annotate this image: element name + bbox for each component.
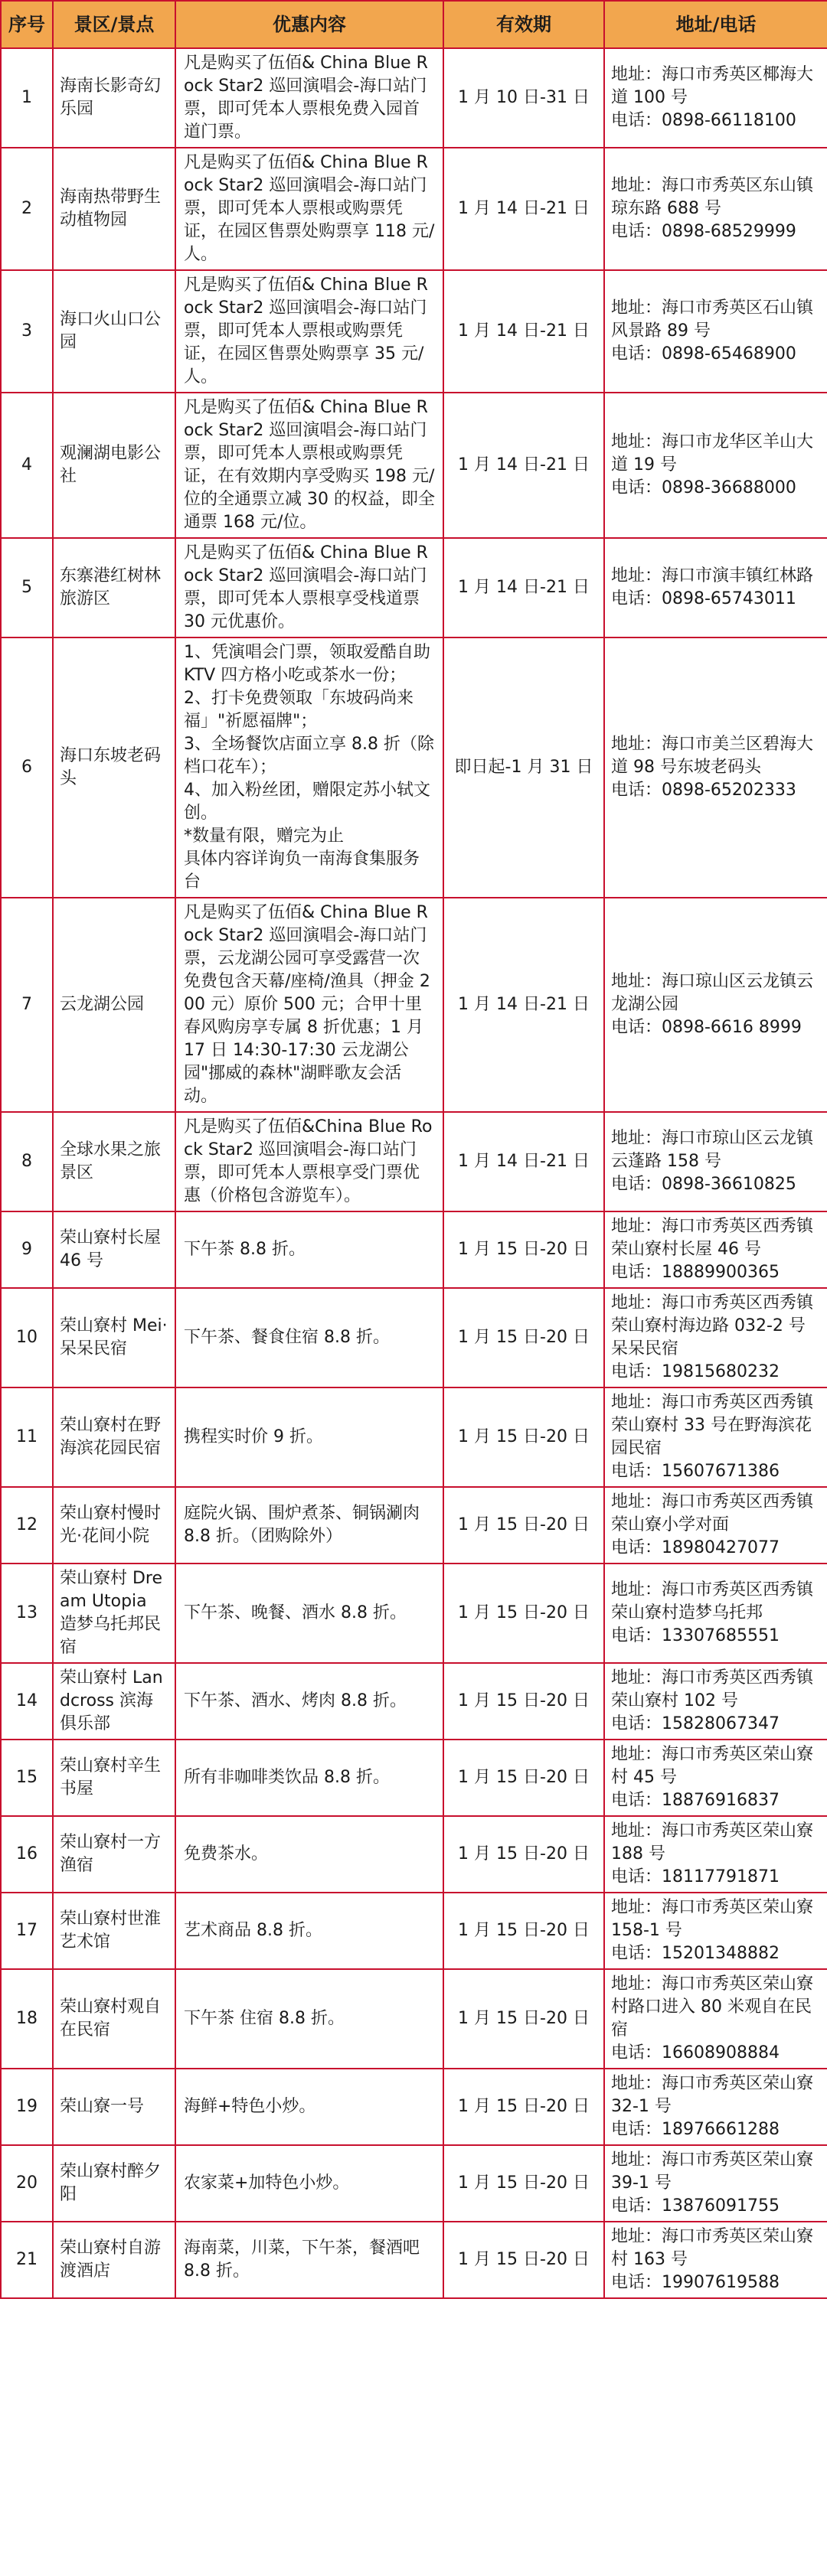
- validity-period: 1 月 14 日-21 日: [443, 538, 604, 637]
- phone-text: 电话：13876091755: [611, 2196, 780, 2216]
- address-text: 地址：海口市演丰镇红林路: [611, 566, 814, 585]
- spot-name: 荣山寮村 Dream Utopia 造梦乌托邦民宿: [53, 1564, 175, 1663]
- phone-text: 电话：0898-65468900: [611, 344, 796, 364]
- validity-period: 1 月 15 日-20 日: [443, 1969, 604, 2069]
- address-phone-cell: [604, 1288, 827, 1387]
- address-text: 地址：海口市秀英区西秀镇荣山寮小学对面: [611, 1492, 814, 1534]
- address-text: 地址：海口市秀英区西秀镇荣山寮村 33 号在野海滨花园民宿: [611, 1393, 814, 1458]
- row-number: 5: [1, 538, 53, 637]
- offer-content: 所有非咖啡类饮品 8.8 折。: [175, 1740, 443, 1816]
- address-text: 地址：海口市秀英区荣山寮 32-1 号: [611, 2074, 814, 2116]
- spot-name: 海口火山口公园: [53, 270, 175, 393]
- spot-name: 东寨港红树林旅游区: [53, 538, 175, 637]
- address-phone-cell: [604, 538, 827, 637]
- row-number: 2: [1, 148, 53, 270]
- address-phone-cell: [604, 898, 827, 1112]
- table-row: [1, 1663, 827, 1740]
- phone-text: 电话：18889900365: [611, 1263, 780, 1282]
- address-text: 地址：海口市秀英区荣山寮村 163 号: [611, 2227, 814, 2269]
- validity-period: 即日起-1 月 31 日: [443, 637, 604, 898]
- row-number: 7: [1, 898, 53, 1112]
- spot-name: 荣山寮村在野海滨花园民宿: [53, 1387, 175, 1487]
- spot-name: 荣山寮村观自在民宿: [53, 1969, 175, 2069]
- address-phone-cell: [604, 1816, 827, 1893]
- row-number: 4: [1, 393, 53, 538]
- offer-content: 1、凭演唱会门票，领取爱酷自助 KTV 四方格小吃或茶水一份； 2、打卡免费领取「东坡码尚来福」"祈愿福牌"； 3、全场餐饮店面立享 8.8 折（除档口花车）； 4、加入粉丝团，赠限定苏小轼文创。 *数量有限，赠完为止 具体内容详询负一南海食集服务台: [175, 637, 443, 898]
- header-offer: 优惠内容: [175, 1, 443, 48]
- table-row: [1, 1112, 827, 1211]
- table-row: [1, 1564, 827, 1663]
- phone-text: 电话：0898-36688000: [611, 478, 796, 497]
- spot-name: 云龙湖公园: [53, 898, 175, 1112]
- validity-period: 1 月 15 日-20 日: [443, 1893, 604, 1969]
- spot-name: 荣山寮村醉夕阳: [53, 2145, 175, 2222]
- address-text: 地址：海口市秀英区石山镇风景路 89 号: [611, 298, 814, 341]
- spot-name: 荣山寮村慢时光·花间小院: [53, 1487, 175, 1564]
- row-number: 8: [1, 1112, 53, 1211]
- spot-name: 荣山寮村一方渔宿: [53, 1816, 175, 1893]
- phone-text: 电话：19815680232: [611, 1362, 780, 1381]
- table-row: [1, 148, 827, 270]
- address-phone-cell: [604, 2069, 827, 2145]
- validity-period: 1 月 14 日-21 日: [443, 898, 604, 1112]
- address-phone-cell: [604, 1112, 827, 1211]
- phone-text: 电话：0898-65202333: [611, 781, 796, 800]
- header-validity: 有效期: [443, 1, 604, 48]
- spot-name: 海南长影奇幻乐园: [53, 48, 175, 148]
- offer-content: 下午茶、酒水、烤肉 8.8 折。: [175, 1663, 443, 1740]
- table-row: [1, 1740, 827, 1816]
- phone-text: 电话：19907619588: [611, 2273, 780, 2292]
- offer-content: 凡是购买了伍佰&China Blue Rock Star2 巡回演唱会-海口站门票，即可凭本人票根享受门票优惠（价格包含游览车）。: [175, 1112, 443, 1211]
- header-address-phone: 地址/电话: [604, 1, 827, 48]
- table-row: [1, 2069, 827, 2145]
- spot-name: 荣山寮村长屋 46 号: [53, 1211, 175, 1288]
- row-number: 20: [1, 2145, 53, 2222]
- validity-period: 1 月 10 日-31 日: [443, 48, 604, 148]
- table-row: [1, 637, 827, 898]
- row-number: 13: [1, 1564, 53, 1663]
- address-phone-cell: [604, 1564, 827, 1663]
- spot-name: 荣山寮村世淮艺术馆: [53, 1893, 175, 1969]
- row-number: 3: [1, 270, 53, 393]
- address-text: 地址：海口市秀英区椰海大道 100 号: [611, 65, 814, 107]
- phone-text: 电话：18976661288: [611, 2120, 780, 2139]
- phone-text: 电话：18117791871: [611, 1867, 780, 1886]
- table-row: [1, 1893, 827, 1969]
- table-row: [1, 1969, 827, 2069]
- address-phone-cell: [604, 1211, 827, 1288]
- phone-text: 电话：0898-65743011: [611, 589, 796, 608]
- spot-name: 荣山寮村自游渡酒店: [53, 2222, 175, 2298]
- table-row: [1, 1487, 827, 1564]
- spot-name: 观澜湖电影公社: [53, 393, 175, 538]
- offer-content: 海鲜+特色小炒。: [175, 2069, 443, 2145]
- table-row: [1, 1816, 827, 1893]
- phone-text: 电话：0898-6616 8999: [611, 1018, 802, 1037]
- phone-text: 电话：13307685551: [611, 1626, 780, 1645]
- address-phone-cell: [604, 1387, 827, 1487]
- spot-name: 海南热带野生动植物园: [53, 148, 175, 270]
- table-row: [1, 1211, 827, 1288]
- validity-period: 1 月 15 日-20 日: [443, 1663, 604, 1740]
- offer-content: 艺术商品 8.8 折。: [175, 1893, 443, 1969]
- offer-content: 携程实时价 9 折。: [175, 1387, 443, 1487]
- address-text: 地址：海口市秀英区荣山寮 188 号: [611, 1821, 814, 1864]
- row-number: 18: [1, 1969, 53, 2069]
- address-text: 地址：海口市龙华区羊山大道 19 号: [611, 432, 814, 474]
- validity-period: 1 月 15 日-20 日: [443, 1740, 604, 1816]
- address-phone-cell: [604, 1740, 827, 1816]
- offer-content: 海南菜，川菜，下午茶，餐酒吧 8.8 折。: [175, 2222, 443, 2298]
- spot-name: 荣山寮村辛生书屋: [53, 1740, 175, 1816]
- address-text: 地址：海口市琼山区云龙镇云蓬路 158 号: [611, 1129, 814, 1171]
- address-text: 地址：海口市秀英区荣山寮村路口进入 80 米观自在民宿: [611, 1974, 814, 2040]
- row-number: 19: [1, 2069, 53, 2145]
- address-text: 地址：海口市秀英区西秀镇荣山寮村 102 号: [611, 1668, 814, 1710]
- table-body: [1, 48, 827, 2298]
- phone-text: 电话：15607671386: [611, 1462, 780, 1481]
- row-number: 1: [1, 48, 53, 148]
- header-spot: 景区/景点: [53, 1, 175, 48]
- phone-text: 电话：16608908884: [611, 2043, 780, 2062]
- offer-content: 凡是购买了伍佰& China Blue Rock Star2 巡回演唱会-海口站门票，即可凭本人票根享受栈道票 30 元优惠价。: [175, 538, 443, 637]
- offer-content: 农家菜+加特色小炒。: [175, 2145, 443, 2222]
- address-text: 地址：海口市秀英区荣山寮 39-1 号: [611, 2150, 814, 2193]
- validity-period: 1 月 14 日-21 日: [443, 393, 604, 538]
- table-row: [1, 1387, 827, 1487]
- address-text: 地址：海口市秀英区荣山寮 158-1 号: [611, 1898, 814, 1940]
- offer-content: 下午茶 8.8 折。: [175, 1211, 443, 1288]
- spot-name: 荣山寮村 Landcross 滨海俱乐部: [53, 1663, 175, 1740]
- address-text: 地址：海口市秀英区荣山寮村 45 号: [611, 1745, 814, 1787]
- row-number: 12: [1, 1487, 53, 1564]
- phone-text: 电话：0898-66118100: [611, 111, 796, 130]
- validity-period: 1 月 15 日-20 日: [443, 1564, 604, 1663]
- row-number: 11: [1, 1387, 53, 1487]
- offer-content: 凡是购买了伍佰& China Blue Rock Star2 巡回演唱会-海口站门票，即可凭本人票根或购票凭证，在园区售票处购票享 118 元/人。: [175, 148, 443, 270]
- address-phone-cell: [604, 1969, 827, 2069]
- phone-text: 电话：18980427077: [611, 1538, 780, 1557]
- offer-content: 下午茶 住宿 8.8 折。: [175, 1969, 443, 2069]
- validity-period: 1 月 15 日-20 日: [443, 1487, 604, 1564]
- address-text: 地址：海口市秀英区西秀镇荣山寮村海边路 032-2 号呆呆民宿: [611, 1293, 814, 1358]
- offer-content: 凡是购买了伍佰& China Blue Rock Star2 巡回演唱会-海口站门票，即可凭本人票根免费入园首道门票。: [175, 48, 443, 148]
- offer-content: 凡是购买了伍佰& China Blue Rock Star2 巡回演唱会-海口站门票，云龙湖公园可享受露营一次免费包含天幕/座椅/渔具（押金 200 元）原价 500 元；合甲十里春风购房享专属 8 折优惠；1 月 17 日 14:30-17:30 云龙湖公园"挪威的森林"湖畔歌友会活动。: [175, 898, 443, 1112]
- address-phone-cell: [604, 270, 827, 393]
- validity-period: 1 月 14 日-21 日: [443, 148, 604, 270]
- validity-period: 1 月 15 日-20 日: [443, 1816, 604, 1893]
- spot-name: 海口东坡老码头: [53, 637, 175, 898]
- phone-text: 电话：15201348882: [611, 1944, 780, 1963]
- address-phone-cell: [604, 148, 827, 270]
- address-text: 地址：海口琼山区云龙镇云龙湖公园: [611, 972, 814, 1014]
- offer-content: 下午茶、餐食住宿 8.8 折。: [175, 1288, 443, 1387]
- validity-period: 1 月 15 日-20 日: [443, 2069, 604, 2145]
- address-phone-cell: [604, 2222, 827, 2298]
- address-phone-cell: [604, 2145, 827, 2222]
- address-text: 地址：海口市秀英区西秀镇荣山寮村造梦乌托邦: [611, 1580, 814, 1622]
- spot-name: 荣山寮一号: [53, 2069, 175, 2145]
- header-row: [1, 1, 827, 48]
- table-row: [1, 393, 827, 538]
- address-phone-cell: [604, 637, 827, 898]
- table-row: [1, 2145, 827, 2222]
- address-phone-cell: [604, 48, 827, 148]
- row-number: 17: [1, 1893, 53, 1969]
- phone-text: 电话：0898-36610825: [611, 1175, 796, 1194]
- row-number: 10: [1, 1288, 53, 1387]
- offer-content: 凡是购买了伍佰& China Blue Rock Star2 巡回演唱会-海口站门票，即可凭本人票根或购票凭证，在园区售票处购票享 35 元/人。: [175, 270, 443, 393]
- spot-name: 荣山寮村 Mei·呆呆民宿: [53, 1288, 175, 1387]
- table-row: [1, 270, 827, 393]
- offer-content: 凡是购买了伍佰& China Blue Rock Star2 巡回演唱会-海口站门票，即可凭本人票根或购票凭证，在有效期内享受购买 198 元/位的全通票立减 30 的权益，即全通票 168 元/位。: [175, 393, 443, 538]
- address-text: 地址：海口市美兰区碧海大道 98 号东坡老码头: [611, 735, 814, 777]
- table-row: [1, 538, 827, 637]
- address-phone-cell: [604, 1893, 827, 1969]
- row-number: 21: [1, 2222, 53, 2298]
- validity-period: 1 月 15 日-20 日: [443, 1387, 604, 1487]
- table-row: [1, 48, 827, 148]
- row-number: 15: [1, 1740, 53, 1816]
- offer-content: 免费茶水。: [175, 1816, 443, 1893]
- spot-name: 全球水果之旅景区: [53, 1112, 175, 1211]
- offer-content: 下午茶、晚餐、酒水 8.8 折。: [175, 1564, 443, 1663]
- offer-content: 庭院火锅、围炉煮茶、铜锅涮肉 8.8 折。（团购除外）: [175, 1487, 443, 1564]
- row-number: 16: [1, 1816, 53, 1893]
- table-row: [1, 2222, 827, 2298]
- address-phone-cell: [604, 1487, 827, 1564]
- row-number: 6: [1, 637, 53, 898]
- validity-period: 1 月 15 日-20 日: [443, 1211, 604, 1288]
- validity-period: 1 月 15 日-20 日: [443, 2222, 604, 2298]
- phone-text: 电话：0898-68529999: [611, 222, 796, 241]
- table-row: [1, 898, 827, 1112]
- validity-period: 1 月 14 日-21 日: [443, 1112, 604, 1211]
- row-number: 14: [1, 1663, 53, 1740]
- header-no: 序号: [1, 1, 53, 48]
- table-row: [1, 1288, 827, 1387]
- validity-period: 1 月 15 日-20 日: [443, 1288, 604, 1387]
- address-text: 地址：海口市秀英区东山镇琼东路 688 号: [611, 176, 814, 218]
- row-number: 9: [1, 1211, 53, 1288]
- phone-text: 电话：15828067347: [611, 1714, 780, 1733]
- validity-period: 1 月 15 日-20 日: [443, 2145, 604, 2222]
- validity-period: 1 月 14 日-21 日: [443, 270, 604, 393]
- address-phone-cell: [604, 393, 827, 538]
- address-phone-cell: [604, 1663, 827, 1740]
- address-text: 地址：海口市秀英区西秀镇荣山寮村长屋 46 号: [611, 1217, 814, 1259]
- phone-text: 电话：18876916837: [611, 1791, 780, 1810]
